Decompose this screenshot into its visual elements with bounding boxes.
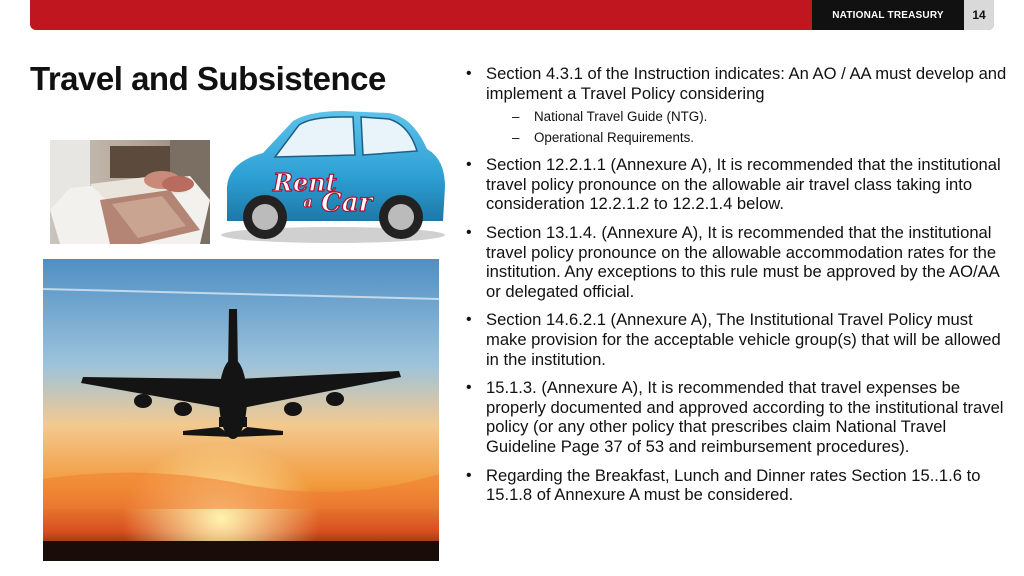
bullet-text: 15.1.3. (Annexure A), It is recommended that travel expenses be properly documented and approved according to the institutional travel policy (or any other policy that prescribes claim National Travel Guideline Page 37 of 53 and reimbursement procedures). [486, 378, 1004, 456]
hotel-bed-photo [50, 140, 210, 244]
sub-bullet-item: – National Travel Guide (NTG). [486, 106, 1009, 127]
sub-bullet-list [486, 106, 1009, 148]
header-bar [30, 0, 994, 30]
slide-title: Travel and Subsistence [30, 60, 386, 97]
bullet-text: Section 12.2.1.1 (Annexure A), It is recommended that the institutional travel policy pronounce on the allowable air travel class taking into consideration 12.2.1.2 to 12.2.1.4 below. [486, 155, 1001, 214]
sub-bullet-item: – Operational Requirements. [486, 127, 1009, 148]
organization-label: NATIONAL TREASURY [812, 0, 964, 30]
bullet-item [464, 64, 1009, 148]
bullet-item [464, 378, 1009, 456]
bullet-text: Section 13.1.4. (Annexure A), It is recommended that the institutional travel policy pronounce on the allowable accommodation rates for the institution. Any exceptions to this rule must be approved by the AO/AA or delegated official. [486, 222, 999, 301]
car-text-rent: Rent [273, 168, 337, 197]
bullet-item [464, 223, 1009, 301]
car-text-a: a [303, 193, 313, 211]
bullet-text: Section 4.3.1 of the Instruction indicates: An AO / AA must develop and implement a Travel Policy considering [486, 64, 1007, 103]
rental-car-photo [213, 103, 451, 245]
car-text-car: Car [321, 188, 373, 218]
bullet-item [464, 155, 1009, 214]
bullet-item [464, 466, 1009, 505]
bullet-text: Section 14.6.2.1 (Annexure A), The Institutional Travel Policy must make provision for the acceptable vehicle group(s) that will be allowed in the institution. [486, 310, 1001, 369]
bullet-item [464, 310, 1009, 369]
page-number: 14 [964, 0, 994, 30]
airplane-sunset-photo [43, 259, 439, 561]
bullet-text: Regarding the Breakfast, Lunch and Dinner rates Section 15..1.6 to 15.1.8 of Annexure A must be considered. [486, 465, 981, 505]
bullet-list [464, 64, 1009, 514]
